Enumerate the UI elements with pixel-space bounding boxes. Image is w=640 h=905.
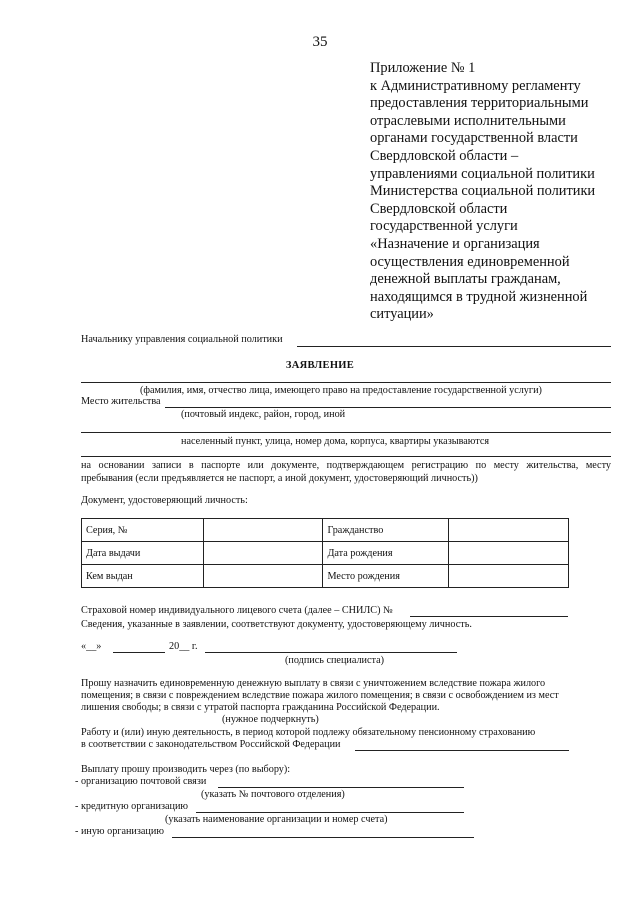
payment-credit: - кредитную организацию: [75, 801, 189, 812]
signature-field[interactable]: [205, 652, 457, 653]
appendix-line: Свердловской области: [370, 200, 508, 217]
appendix-line: «Назначение и организация: [370, 235, 540, 252]
table-cell-value[interactable]: [449, 519, 569, 542]
info-confirm: Сведения, указанные в заявлении, соответствуют документу, удостоверяющему личность.: [81, 619, 472, 630]
payment-credit-hint: (указать наименование организации и номер счета): [165, 814, 388, 825]
table-row: [82, 542, 569, 565]
request-line-3: лишения свободы; в связи с утратой паспорта гражданина Российской Федерации.: [81, 702, 440, 713]
residence-basis-2: пребывания (если предъявляется не паспорт, а иной документ, удостоверяющий личность)): [81, 473, 478, 484]
appendix-line: находящимся в трудной жизненной: [370, 288, 588, 305]
payment-post: - организацию почтовой связи: [75, 776, 207, 787]
addressee-field[interactable]: [297, 346, 611, 347]
payment-other: - иную организацию: [75, 826, 164, 837]
work-field[interactable]: [355, 750, 569, 751]
table-cell-label: Дата выдачи: [82, 542, 204, 565]
request-line-1: Прошу назначить единовременную денежную выплату в связи с уничтожением вследствие пожара жилого: [81, 678, 546, 689]
table-row: [82, 565, 569, 588]
payment-credit-field[interactable]: [196, 812, 464, 813]
residence-field[interactable]: [165, 407, 611, 408]
appendix-line: ситуации»: [370, 306, 434, 323]
table-cell-value[interactable]: [449, 565, 569, 588]
table-cell-value[interactable]: [203, 565, 323, 588]
appendix-line: Приложение № 1: [370, 60, 476, 76]
residence-field-2[interactable]: [81, 432, 611, 433]
appendix-header: [370, 60, 632, 324]
id-doc-label: Документ, удостоверяющий личность:: [81, 495, 248, 506]
appendix-line: Министерства социальной политики: [370, 183, 596, 200]
work-line-1: Работу и (или) иную деятельность, в период которой подлежу обязательному пенсионному страхованию: [81, 727, 536, 738]
underline-hint: (нужное подчеркнуть): [222, 714, 319, 725]
payment-post-field[interactable]: [218, 787, 464, 788]
work-line-2: в соответствии с законодательством Российской Федерации: [81, 739, 341, 750]
appendix-line: предоставления территориальными: [370, 95, 589, 112]
appendix-line: денежной выплаты гражданам,: [370, 271, 561, 288]
table-row: [82, 519, 569, 542]
table-cell-label: Серия, №: [82, 519, 204, 542]
page-number: 35: [312, 34, 328, 50]
appendix-line: отраслевыми исполнительными: [370, 112, 566, 129]
id-document-table: [81, 518, 569, 588]
appendix-line: государственной услуги: [370, 218, 518, 235]
fio-hint: (фамилия, имя, отчество лица, имеющего право на предоставление государственной услуги): [140, 385, 542, 396]
appendix-line: управлениями социальной политики: [370, 165, 595, 182]
table-cell-value[interactable]: [449, 542, 569, 565]
residence-basis-1: на основании записи в паспорте или документе, подтверждающем регистрацию по месту жительства, месту: [81, 460, 611, 471]
appendix-line: осуществления единовременной: [370, 253, 570, 270]
residence-label: Место жительства: [81, 396, 161, 407]
form-title: ЗАЯВЛЕНИЕ: [285, 360, 355, 371]
appendix-line: к Административному регламенту: [370, 77, 581, 94]
table-cell-label: Дата рождения: [323, 542, 449, 565]
appendix-line: органами государственной власти: [370, 130, 578, 147]
fio-field[interactable]: [81, 382, 611, 383]
residence-hint-2: населенный пункт, улица, номер дома, корпуса, квартиры указываются: [181, 436, 490, 447]
payment-label: Выплату прошу производить через (по выбору):: [81, 764, 291, 775]
table-cell-value[interactable]: [203, 542, 323, 565]
table-cell-value[interactable]: [203, 519, 323, 542]
residence-hint: (почтовый индекс, район, город, иной: [181, 409, 346, 420]
addressee-label: Начальнику управления социальной политики: [81, 334, 283, 345]
request-line-2: помещения; в связи с повреждением вследствие пожара жилого помещения; в связи с освобождением из мест: [81, 690, 559, 701]
date-day: «__»: [81, 641, 102, 652]
payment-other-field[interactable]: [172, 837, 474, 838]
snils-field[interactable]: [410, 616, 568, 617]
table-cell-label: Кем выдан: [82, 565, 204, 588]
table-cell-label: Гражданство: [323, 519, 449, 542]
payment-post-hint: (указать № почтового отделения): [201, 789, 345, 800]
date-month-field[interactable]: [113, 652, 165, 653]
appendix-line: Свердловской области –: [370, 147, 519, 164]
snils-label: Страховой номер индивидуального лицевого счета (далее – СНИЛС) №: [81, 605, 393, 616]
signature-hint: (подпись специалиста): [285, 655, 385, 666]
date-year: 20__ г.: [169, 641, 198, 652]
residence-field-3[interactable]: [81, 456, 611, 457]
table-cell-label: Место рождения: [323, 565, 449, 588]
